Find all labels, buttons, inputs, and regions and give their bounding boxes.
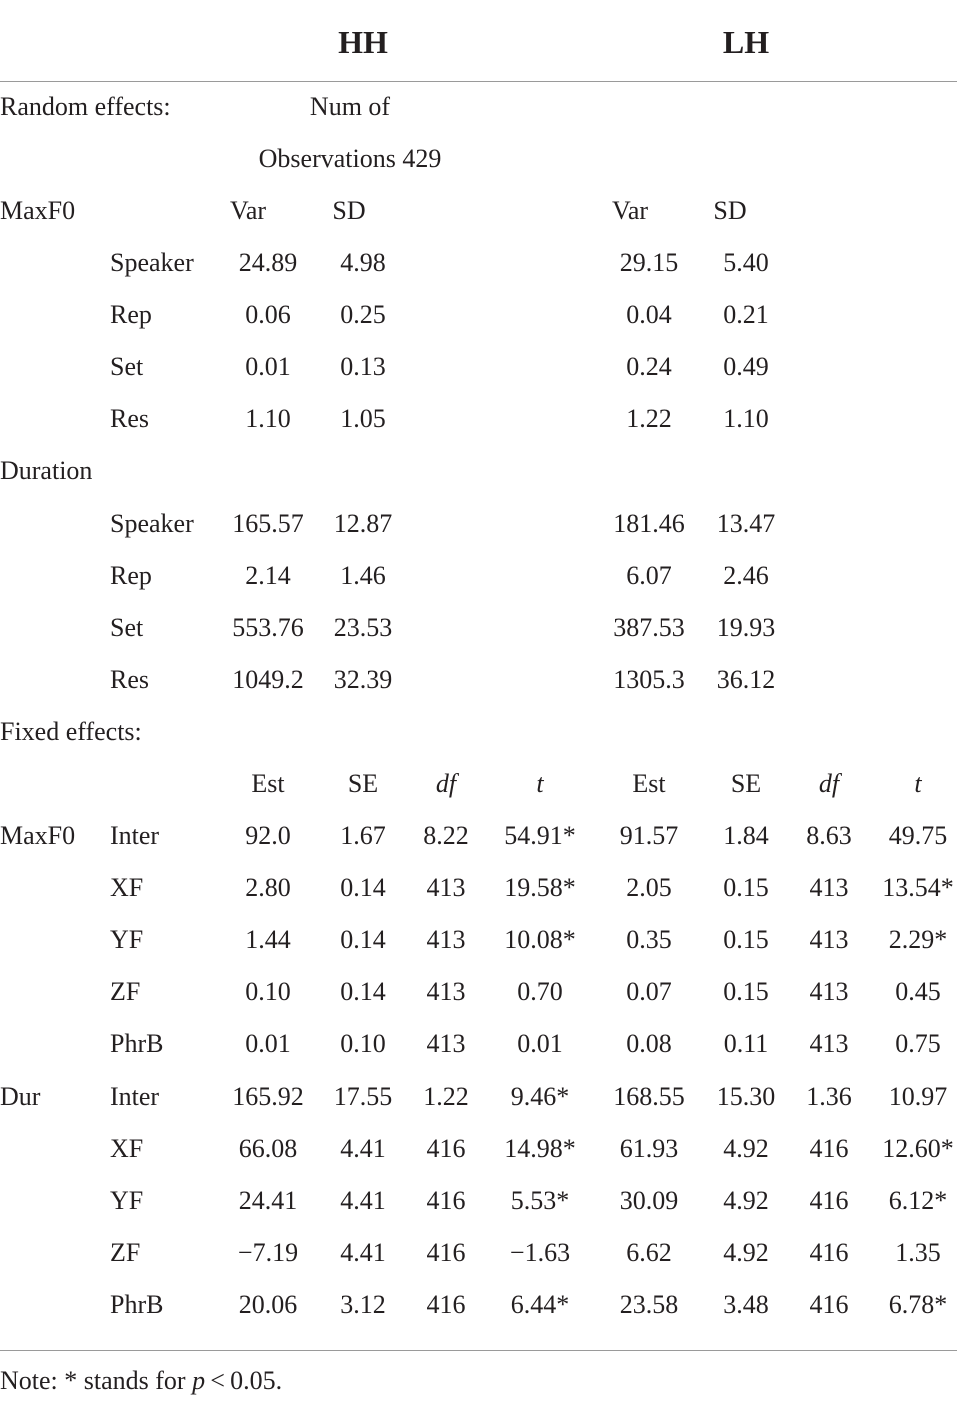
lh-df-cell: 413 xyxy=(809,873,849,903)
fixed-group-label: MaxF0 xyxy=(0,821,76,850)
lh-se-cell: 4.92 xyxy=(723,1185,769,1215)
lh-df-cell: 416 xyxy=(809,1237,849,1267)
lh-df-cell: 413 xyxy=(809,1029,849,1059)
lh-var-cell: 29.15 xyxy=(619,248,679,277)
lh-df-cell: 413 xyxy=(809,977,849,1007)
lh-t-cell: 13.54* xyxy=(882,873,954,903)
lh-sd-cell: 19.93 xyxy=(716,613,776,643)
random-effect-label: Rep xyxy=(110,561,152,591)
hh-sd-cell: 32.39 xyxy=(333,665,393,695)
lh-t-cell: 0.45 xyxy=(895,977,941,1007)
lh-t-cell: 0.75 xyxy=(895,1029,941,1059)
fixed-effects-title: Fixed effects: xyxy=(0,717,142,746)
lh-se-cell: 4.92 xyxy=(723,1133,769,1163)
fixed-effect-label: XF xyxy=(110,1133,144,1163)
lh-est-cell: 61.93 xyxy=(619,1133,679,1163)
hh-se-cell: 0.14 xyxy=(340,925,386,955)
random-effect-label: Speaker xyxy=(110,509,194,538)
lh-se-cell: 15.30 xyxy=(716,1081,776,1111)
random-effect-label: Res xyxy=(110,665,149,695)
lh-t-cell: 2.29* xyxy=(888,925,948,955)
lh-df-cell: 413 xyxy=(809,925,849,955)
lh-t-cell: 6.12* xyxy=(888,1185,948,1215)
lh-est-cell: 91.57 xyxy=(619,821,679,850)
hh-sd-cell: 4.98 xyxy=(340,248,386,277)
header-hh: HH xyxy=(338,24,388,60)
hh-sd-cell: 0.13 xyxy=(340,352,386,382)
hh-sd-cell: 0.25 xyxy=(340,300,386,330)
lh-var-cell: 0.24 xyxy=(626,352,672,382)
hh-est-cell: 0.01 xyxy=(245,1029,291,1059)
hh-df-cell: 413 xyxy=(426,977,466,1007)
hh-est-cell: 66.08 xyxy=(238,1133,298,1163)
hh-est-cell: 20.06 xyxy=(238,1289,298,1319)
hh-t-cell: 5.53* xyxy=(510,1185,570,1215)
lh-se-cell: 3.48 xyxy=(723,1289,769,1319)
lh-df-cell: 416 xyxy=(809,1289,849,1319)
lh-sd-cell: 2.46 xyxy=(723,561,769,591)
hh-se-header: SE xyxy=(347,769,379,798)
hh-se-cell: 4.41 xyxy=(340,1185,386,1215)
lh-df-cell: 1.36 xyxy=(806,1081,852,1111)
lh-var-cell: 181.46 xyxy=(613,509,685,538)
duration-random-label: Duration xyxy=(0,456,93,485)
lh-sd-cell: 0.49 xyxy=(723,352,769,382)
hh-sd-header: SD xyxy=(332,196,366,225)
lh-df-header: df xyxy=(818,769,840,798)
hh-t-cell: 19.58* xyxy=(504,873,576,903)
hh-var-cell: 0.01 xyxy=(245,352,291,382)
hh-t-cell: 0.70 xyxy=(517,977,563,1007)
random-effects-title: Random effects: xyxy=(0,92,171,121)
hh-t-cell: 9.46* xyxy=(510,1081,570,1111)
hh-se-cell: 1.67 xyxy=(340,821,386,850)
observations-label-line1: Num of xyxy=(309,92,391,121)
lh-t-header: t xyxy=(914,769,922,798)
random-effect-label: Speaker xyxy=(110,248,194,277)
hh-df-cell: 416 xyxy=(426,1185,466,1215)
hh-df-cell: 413 xyxy=(426,1029,466,1059)
lh-df-cell: 416 xyxy=(809,1133,849,1163)
hh-t-cell: 10.08* xyxy=(504,925,576,955)
lh-se-cell: 0.15 xyxy=(723,925,769,955)
hh-var-cell: 165.57 xyxy=(232,509,304,538)
lh-se-cell: 4.92 xyxy=(723,1237,769,1267)
lh-se-cell: 0.15 xyxy=(723,977,769,1007)
hh-df-header: df xyxy=(435,769,457,798)
fixed-effect-label: PhrB xyxy=(110,1029,164,1059)
hh-sd-cell: 1.46 xyxy=(340,561,386,591)
lh-est-cell: 2.05 xyxy=(626,873,672,903)
hh-se-cell: 4.41 xyxy=(340,1237,386,1267)
hh-sd-cell: 12.87 xyxy=(333,509,393,538)
hh-est-cell: −7.19 xyxy=(237,1237,299,1267)
note-prefix: Note: * stands for xyxy=(0,1366,193,1395)
hh-t-cell: 0.01 xyxy=(517,1029,563,1059)
lh-est-cell: 23.58 xyxy=(619,1289,679,1319)
lh-est-cell: 0.08 xyxy=(626,1029,672,1059)
lh-se-cell: 1.84 xyxy=(723,821,769,850)
hh-df-cell: 1.22 xyxy=(423,1081,469,1111)
hh-est-cell: 2.80 xyxy=(245,873,291,903)
hh-df-cell: 416 xyxy=(426,1133,466,1163)
hh-df-cell: 413 xyxy=(426,925,466,955)
lh-t-cell: 6.78* xyxy=(888,1289,948,1319)
hh-var-cell: 1.10 xyxy=(245,404,291,434)
lh-t-cell: 12.60* xyxy=(882,1133,954,1163)
hh-se-cell: 0.10 xyxy=(340,1029,386,1059)
hh-df-cell: 413 xyxy=(426,873,466,903)
random-effect-label: Set xyxy=(110,613,144,643)
hh-se-cell: 0.14 xyxy=(340,873,386,903)
bottom-rule xyxy=(0,1350,957,1351)
lh-est-cell: 30.09 xyxy=(619,1185,679,1215)
lh-var-header: Var xyxy=(611,196,649,225)
hh-var-cell: 2.14 xyxy=(245,561,291,591)
hh-se-cell: 3.12 xyxy=(340,1289,386,1319)
hh-se-cell: 4.41 xyxy=(340,1133,386,1163)
hh-df-cell: 8.22 xyxy=(423,821,469,850)
fixed-effect-label: Inter xyxy=(110,821,160,850)
lh-se-cell: 0.15 xyxy=(723,873,769,903)
hh-var-cell: 24.89 xyxy=(238,248,298,277)
lh-df-cell: 416 xyxy=(809,1185,849,1215)
hh-t-cell: −1.63 xyxy=(509,1237,571,1267)
hh-se-cell: 17.55 xyxy=(333,1081,393,1111)
lh-est-cell: 0.35 xyxy=(626,925,672,955)
lh-t-cell: 1.35 xyxy=(895,1237,941,1267)
lh-est-cell: 168.55 xyxy=(613,1081,685,1111)
hh-var-cell: 0.06 xyxy=(245,300,291,330)
top-rule xyxy=(0,81,957,82)
hh-var-header: Var xyxy=(229,196,267,225)
hh-sd-cell: 23.53 xyxy=(333,613,393,643)
hh-var-cell: 1049.2 xyxy=(232,665,304,695)
hh-est-cell: 0.10 xyxy=(245,977,291,1007)
header-lh: LH xyxy=(722,24,770,60)
lh-t-cell: 10.97 xyxy=(888,1081,948,1111)
lh-est-cell: 6.62 xyxy=(626,1237,672,1267)
lh-t-cell: 49.75 xyxy=(888,821,948,850)
hh-df-cell: 416 xyxy=(426,1237,466,1267)
lh-var-cell: 387.53 xyxy=(613,613,685,643)
hh-est-header: Est xyxy=(251,769,285,798)
hh-se-cell: 0.14 xyxy=(340,977,386,1007)
lh-est-header: Est xyxy=(632,769,666,798)
lh-se-header: SE xyxy=(730,769,762,798)
observations-label-line2: Observations 429 xyxy=(258,144,442,173)
random-effect-label: Res xyxy=(110,404,149,434)
hh-t-header: t xyxy=(536,769,544,798)
lh-sd-cell: 36.12 xyxy=(716,665,776,695)
hh-var-cell: 553.76 xyxy=(232,613,304,643)
fixed-effect-label: ZF xyxy=(110,977,141,1007)
hh-est-cell: 1.44 xyxy=(245,925,291,955)
lh-var-cell: 1.22 xyxy=(626,404,672,434)
hh-t-cell: 14.98* xyxy=(504,1133,576,1163)
fixed-group-label: Dur xyxy=(0,1081,41,1111)
hh-est-cell: 92.0 xyxy=(245,821,291,850)
table-note xyxy=(0,1366,282,1396)
lh-df-cell: 8.63 xyxy=(806,821,852,850)
fixed-effect-label: XF xyxy=(110,873,144,903)
lh-sd-cell: 1.10 xyxy=(723,404,769,434)
hh-est-cell: 165.92 xyxy=(232,1081,304,1111)
lh-var-cell: 6.07 xyxy=(626,561,672,591)
lh-sd-cell: 0.21 xyxy=(723,300,769,330)
hh-df-cell: 416 xyxy=(426,1289,466,1319)
note-p-symbol: p xyxy=(192,1366,206,1395)
lh-var-cell: 0.04 xyxy=(626,300,672,330)
lh-sd-cell: 13.47 xyxy=(716,509,776,538)
maxf0-random-label: MaxF0 xyxy=(0,196,76,225)
hh-t-cell: 54.91* xyxy=(504,821,576,850)
hh-est-cell: 24.41 xyxy=(238,1185,298,1215)
lh-sd-cell: 5.40 xyxy=(723,248,769,277)
note-suffix: < 0.05. xyxy=(205,1366,283,1395)
fixed-effect-label: PhrB xyxy=(110,1289,164,1319)
lh-se-cell: 0.11 xyxy=(723,1029,769,1059)
hh-sd-cell: 1.05 xyxy=(340,404,386,434)
fixed-effect-label: YF xyxy=(110,925,144,955)
fixed-effect-label: Inter xyxy=(110,1081,160,1111)
fixed-effect-label: ZF xyxy=(110,1237,141,1267)
hh-t-cell: 6.44* xyxy=(510,1289,570,1319)
lh-sd-header: SD xyxy=(713,196,747,225)
lh-est-cell: 0.07 xyxy=(626,977,672,1007)
random-effect-label: Set xyxy=(110,352,144,382)
fixed-effect-label: YF xyxy=(110,1185,144,1215)
random-effect-label: Rep xyxy=(110,300,152,330)
lh-var-cell: 1305.3 xyxy=(613,665,685,695)
